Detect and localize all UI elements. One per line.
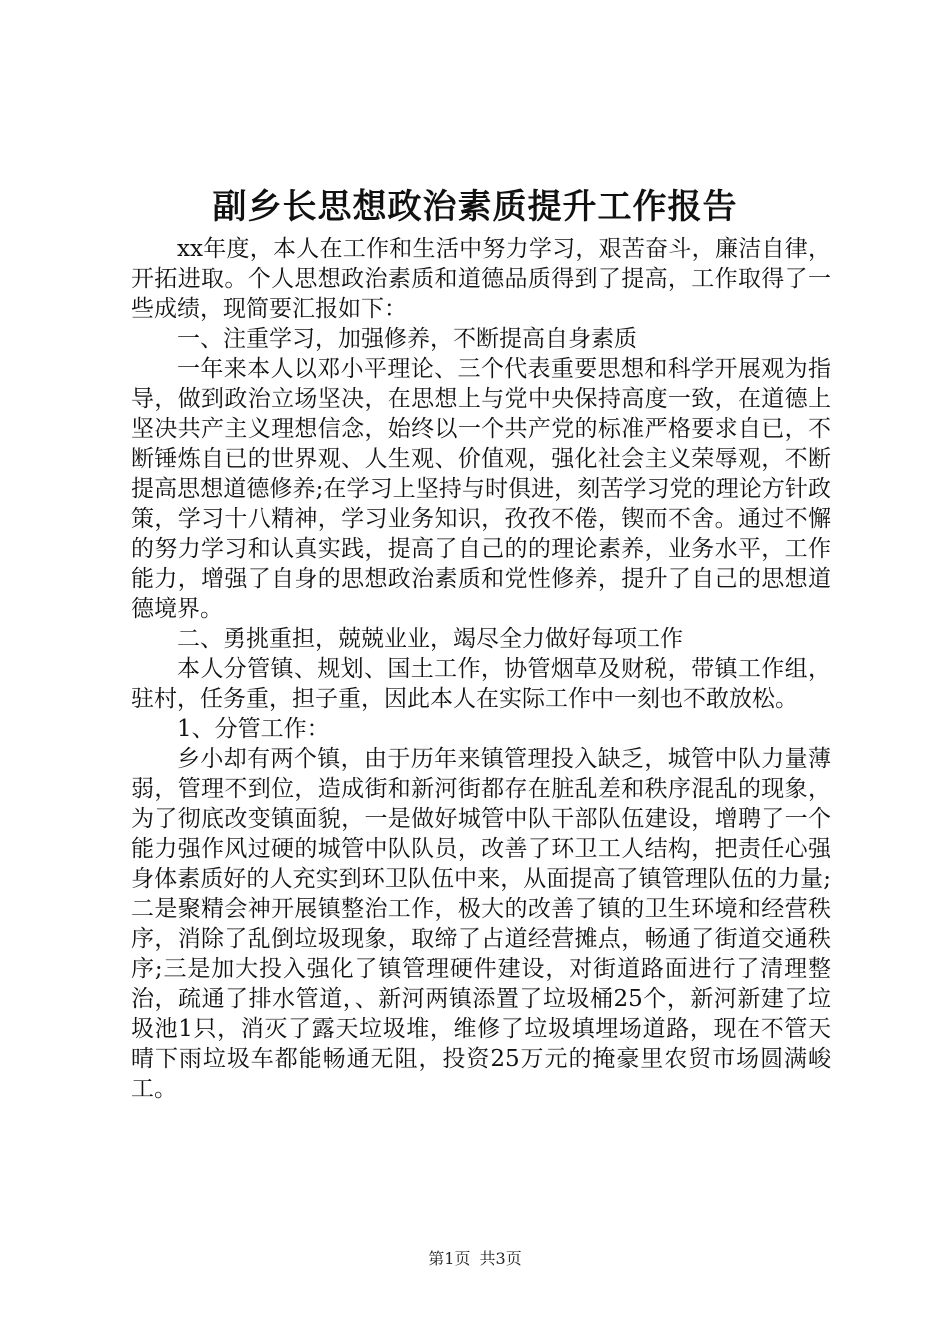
document-body [131, 234, 831, 1104]
body-paragraph: 本人分管镇、规划、国土工作，协管烟草及财税，带镇工作组，驻村，任务重，担子重，因此本人在实际工作中一刻也不敢放松。 [131, 656, 831, 712]
subsection-heading: 1、分管工作： [177, 716, 330, 742]
page-footer [0, 1248, 950, 1270]
page-total: 共3页 [479, 1249, 522, 1268]
intro-paragraph: xx年度，本人在工作和生活中努力学习，艰苦奋斗，廉洁自律，开拓进取。个人思想政治素质和道德品质得到了提高，工作取得了一些成绩，现简要汇报如下： [131, 236, 831, 322]
body-paragraph: 乡小却有两个镇，由于历年来镇管理投入缺乏，城管中队力量薄弱，管理不到位，造成街和新河街都存在脏乱差和秩序混乱的现象，为了彻底改变镇面貌，一是做好城管中队干部队伍建设，增聘了一个能力强作风过硬的城管中队队员，改善了环卫工人结构，把责任心强身体素质好的人充实到环卫队伍中来，从面提高了镇管理队伍的力量;二是聚精会神开展镇整治工作，极大的改善了镇的卫生环境和经营秩序，消除了乱倒垃圾现象，取缔了占道经营摊点，畅通了街道交通秩序;三是加大投入强化了镇管理硬件建设，对街道路面进行了清理整治，疏通了排水管道，、新河两镇添置了垃圾桶25个，新河新建了垃圾池1只，消灭了露天垃圾堆，维修了垃圾填埋场道路，现在不管天晴下雨垃圾车都能畅通无阻，投资25万元的掩豪里农贸市场圆满峻工。 [131, 746, 831, 1102]
section-heading-1: 一、注重学习，加强修养，不断提高自身素质 [177, 326, 637, 352]
document-title: 副乡长思想政治素质提升工作报告 [212, 187, 738, 227]
section-heading-2: 二、勇挑重担，兢兢业业，竭尽全力做好每项工作 [177, 626, 683, 652]
page-number: 第1页 [428, 1249, 471, 1268]
body-paragraph: 一年来本人以邓小平理论、三个代表重要思想和科学开展观为指导，做到政治立场坚决，在思想上与党中央保持高度一致，在道德上坚决共产主义理想信念，始终以一个共产党的标准严格要求自已，不断锤炼自已的世界观、人生观、价值观，强化社会主义荣辱观，不断提高思想道德修养;在学习上坚持与时俱进，刻苦学习党的理论方针政策，学习十八精神，学习业务知识，孜孜不倦，锲而不舍。通过不懈的努力学习和认真实践，提高了自己的的理论素养，业务水平，工作能力，增强了自身的思想政治素质和党性修养，提升了自己的思想道德境界。 [131, 356, 831, 622]
